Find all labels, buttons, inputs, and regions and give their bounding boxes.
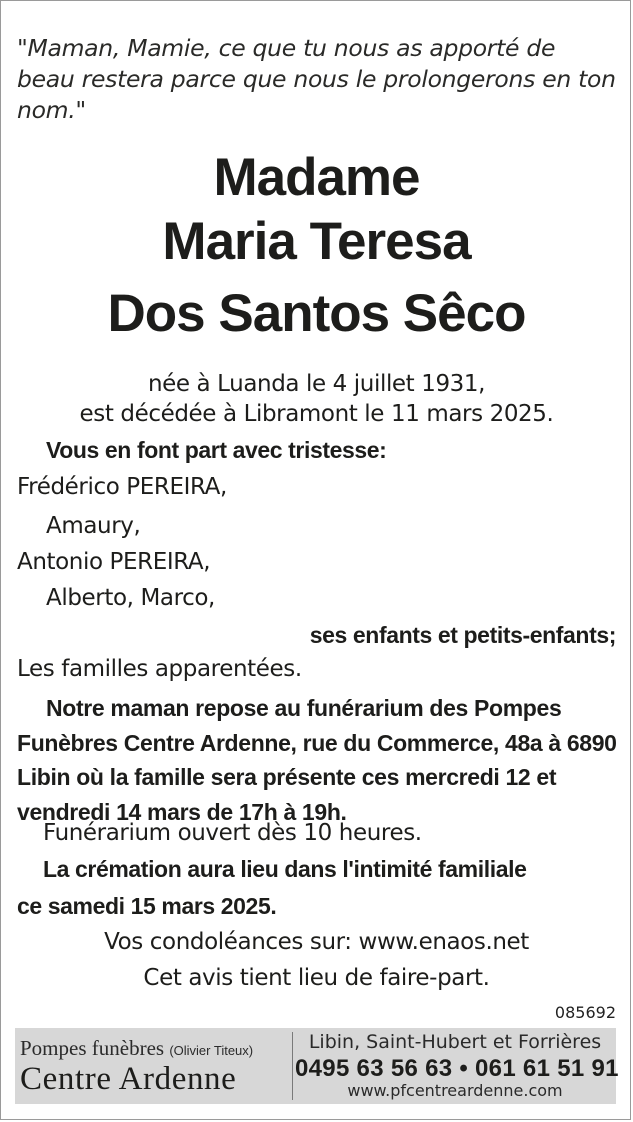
condolences-line: Vos condoléances sur: www.enaos.net: [104, 929, 529, 955]
epigraph-quote: "Maman, Mamie, ce que tu nous as apporté de beau restera parce que nous le prolongerons en ton nom.": [17, 34, 616, 124]
cremation-line-1: La crémation aura lieu dans l'intimité familiale: [43, 856, 527, 882]
company-prefix-row: [20, 1036, 253, 1061]
announce-heading: Vous en font part avec tristesse:: [46, 437, 387, 463]
banner-divider: [292, 1032, 293, 1100]
funeral-home-paragraph: Notre maman repose au funérarium des Pompes Funèbres Centre Ardenne, rue du Commerce, 48a à 6890 Libin où la famille sera présente ces mercredi 12 et vendredi 14 mars de 17h à 19h.: [17, 695, 617, 825]
deceased-surname: Dos Santos Sêco: [107, 284, 526, 343]
family-member: Frédérico PEREIRA,: [17, 474, 227, 500]
death-line: est décédée à Libramont le 11 mars 2025.: [79, 401, 554, 427]
company-prefix: Pompes funèbres: [20, 1036, 165, 1060]
company-name: Centre Ardenne: [20, 1061, 237, 1097]
family-member: Amaury,: [46, 513, 141, 539]
funeral-home-banner: [15, 1028, 619, 1104]
family-role: ses enfants et petits-enfants;: [309, 622, 616, 648]
company-locations: Libin, Saint-Hubert et Forrières: [308, 1031, 602, 1053]
company-website: www.pfcentreardenne.com: [347, 1081, 563, 1100]
opening-hours: Funérarium ouvert dès 10 heures.: [43, 820, 422, 846]
family-member: Antonio PEREIRA,: [17, 549, 211, 575]
birth-line: née à Luanda le 4 juillet 1931,: [147, 371, 486, 397]
cremation-line-2: ce samedi 15 mars 2025.: [17, 893, 277, 919]
company-owner: (Olivier Titeux): [169, 1043, 254, 1058]
relatives-line: Les familles apparentées.: [17, 656, 302, 682]
deceased-title: Madame: [213, 148, 420, 207]
reference-number: 085692: [554, 1003, 616, 1022]
family-member: Alberto, Marco,: [46, 585, 215, 611]
deceased-given-names: Maria Teresa: [162, 212, 471, 271]
company-phones: 0495 63 56 63 • 061 61 51 91: [295, 1055, 619, 1082]
notice-line: Cet avis tient lieu de faire-part.: [143, 965, 490, 991]
